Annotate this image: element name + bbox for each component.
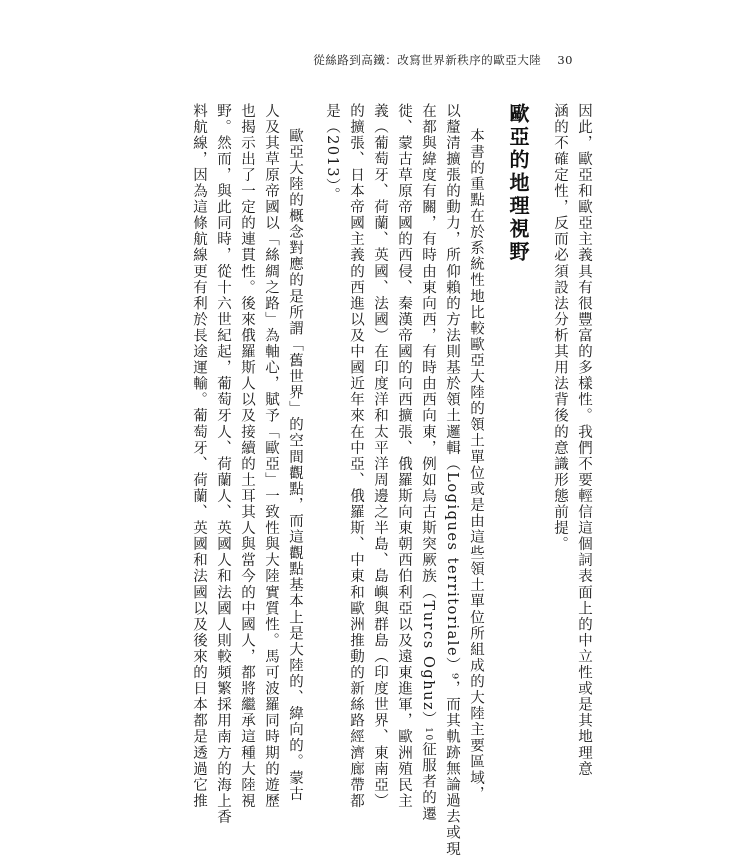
footnote-marker: 10 <box>423 727 433 742</box>
text-column: 野。然而，與此同時，從十六世紀起，葡萄牙人、荷蘭人、英國人和法國人則較頻繁採用南方的海上香 <box>215 103 231 826</box>
text-column: 徙、蒙古草原帝國的西侵、秦漢帝國的向西擴張、俄羅斯向東朝西伯利亞以及遠東進軍，歐洲殖民主 <box>396 103 412 810</box>
running-title: 從絲路到高鐵：改寫世界新秩序的歐亞大陸 <box>313 53 542 67</box>
text-column: 料航線，因為這條航線更有利於長途運輸。葡萄牙、荷蘭、英國和法國以及後來的日本都是透過它推 <box>191 103 207 810</box>
text-column: 本書的重點在於系統性地比較歐亞大陸的領土單位或是由這些領土單位所組成的大陸主要區域， <box>468 128 484 803</box>
text-column: 是（2013）。 <box>324 103 340 204</box>
text-column: 涵的不確定性，反而必須設法分析其用法背後的意識形態前提。 <box>552 103 568 553</box>
section-heading: 歐亞的地理視野 <box>506 103 530 264</box>
text-segment: 在都與緯度有關，有時由東向西，有時由西向東，例如烏古斯突厥族（Turcs Oghuz） <box>420 103 436 728</box>
text-column: 以釐清擴張的動力，所仰賴的方法則基於領土邏輯（Logiques territoriale）⁹，而其軌跡無論過去或現 <box>444 103 460 857</box>
text-segment: 征服者的遷 <box>420 741 436 823</box>
text-column: 因此，歐亞和歐亞主義具有很豐富的多樣性。我們不要輕信這個詞表面上的中立性或是其地理意 <box>576 103 592 778</box>
text-column: 的擴張、日本帝國主義的西進以及中國近年來在中亞、俄羅斯、中東和歐洲推動的新絲路經濟廊帶都 <box>348 103 364 810</box>
running-header <box>313 52 573 68</box>
text-column <box>416 103 440 822</box>
page-number: 30 <box>557 53 573 67</box>
text-column: 人及其草原帝國以「絲綢之路」為軸心，賦予「歐亞」一致性與大陸實質性。馬可波羅同時期的遊歷 <box>263 103 279 810</box>
text-column: 義（葡萄牙、荷蘭、英國、法國）在印度洋和太平洋周邊之半島、島嶼與群島（印度世界、東南亞） <box>372 103 388 810</box>
text-column: 歐亞大陸的概念對應的是所謂「舊世界」的空間觀點，而這觀點基本上是大陸的、緯向的。蒙古 <box>287 128 303 803</box>
text-column: 也揭示出了一定的連貫性。後來俄羅斯人以及接續的土耳其人與當今的中國人，都將繼承這種大陸視 <box>239 103 255 810</box>
